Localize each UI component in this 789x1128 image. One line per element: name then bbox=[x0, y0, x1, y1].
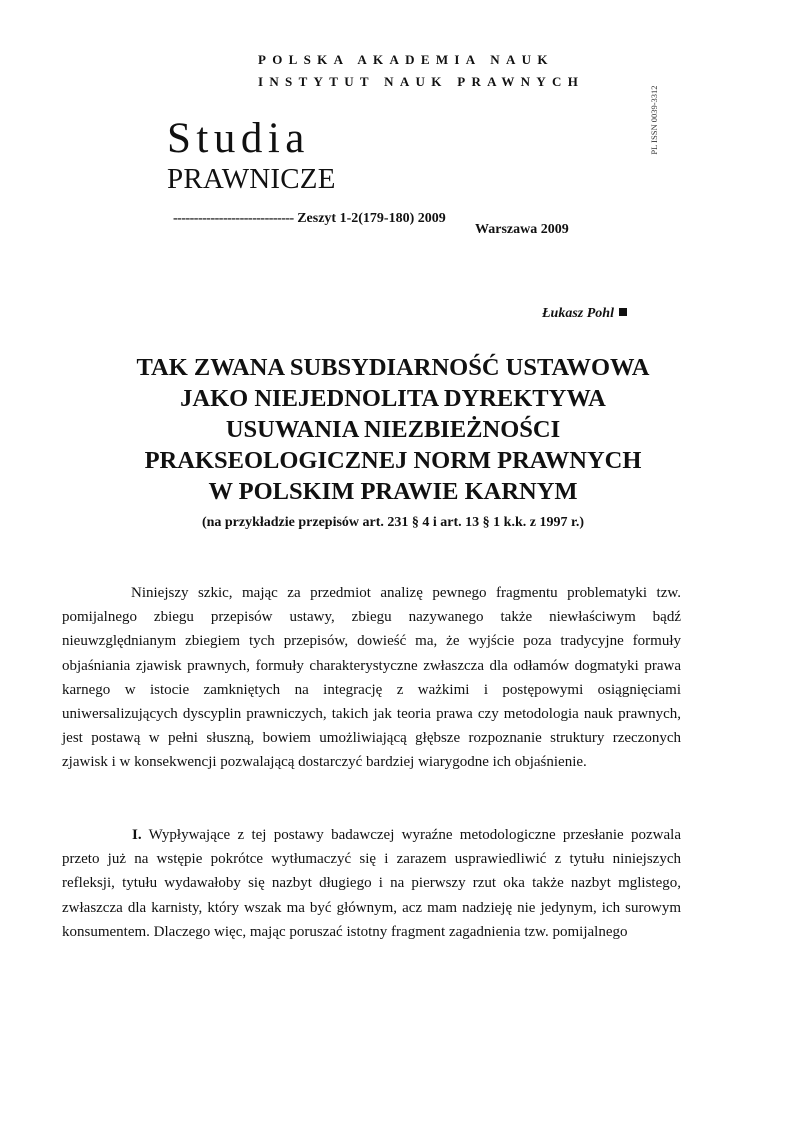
article-title-line: TAK ZWANA SUBSYDIARNOŚĆ USTAWOWA bbox=[136, 354, 650, 381]
journal-title: Studia bbox=[167, 115, 310, 162]
paragraph-text: Niniejszy szkic, mając za przedmiot analizę pewnego fragmentu problematyki tzw. pomijalnego zbiegu przepisów ustawy, zbiegu nazywanego także niewłaściwym bądź nieuwzględnianym zbiegiem tych przepisów, dowieść ma, że wyjście poza tradycyjne formuły objaśniania zjawisk prawnych, formuły charakterystyczne zwłaszcza dla odłamów dogmatyki prawa karnego w istocie zamkniętych na integrację z ważkimi i postępowymi osiągnięciami uniwersalizujących dyscyplin prawniczych, takich jak teoria prawa czy metodologia nauk prawnych, jest postawą w pełni słuszną, bowiem umożliwiającą głębsze rozpoznanie struktury rzeczonych zjawisk i w konsekwencji pozwalającą dostarczyć bardziej wiarygodne ich objaśnienie. bbox=[62, 585, 681, 771]
article-title-line: USUWANIA NIEZBIEŻNOŚCI bbox=[225, 416, 561, 443]
article-subtitle: (na przykładzie przepisów art. 231 § 4 i art. 13 § 1 k.k. z 1997 r.) bbox=[201, 515, 585, 530]
journal-subtitle: PRAWNICZE bbox=[167, 163, 336, 195]
issue-number: Zeszyt 1-2(179-180) 2009 bbox=[297, 211, 446, 226]
article-title bbox=[60, 352, 726, 507]
institution-name: POLSKA AKADEMIA NAUK bbox=[258, 52, 554, 67]
dash-rule: ----------------------------- bbox=[173, 211, 294, 226]
issn-label: PL ISSN 0039-3312 bbox=[649, 85, 659, 155]
article-title-line: PRAKSEOLOGICZNEJ NORM PRAWNYCH bbox=[144, 447, 642, 474]
institute-name: INSTYTUT NAUK PRAWNYCH bbox=[258, 74, 585, 89]
body-paragraph bbox=[62, 823, 681, 944]
body-paragraph bbox=[62, 581, 681, 775]
place-year: Warszawa 2009 bbox=[475, 222, 569, 237]
article-title-line: W POLSKIM PRAWIE KARNYM bbox=[208, 478, 578, 505]
author-line bbox=[542, 306, 627, 322]
issue-line bbox=[173, 211, 446, 227]
footnote-square-icon bbox=[619, 308, 627, 316]
paragraph-text: Wypływające z tej postawy badawczej wyraźne metodologiczne przesłanie pozwala przeto już na wstępie pokrótce wytłumaczyć się i zarazem usprawiedliwić z tytułu niniejszych refleksji, tytułu wydawałoby się nazbyt długiego i na pierwszy rzut oka także nazbyt mglistego, zwłaszcza dla karnisty, który wszak ma być głównym, acz mam nadzieję nie jedynym, ich surowym konsumentem. Dlaczego więc, mając poruszać istotny fragment zagadnienia tzw. pomijalnego bbox=[62, 827, 681, 940]
section-number: I. bbox=[132, 827, 142, 843]
author-name: Łukasz Pohl bbox=[542, 306, 614, 321]
article-title-line: JAKO NIEJEDNOLITA DYREKTYWA bbox=[180, 385, 606, 412]
